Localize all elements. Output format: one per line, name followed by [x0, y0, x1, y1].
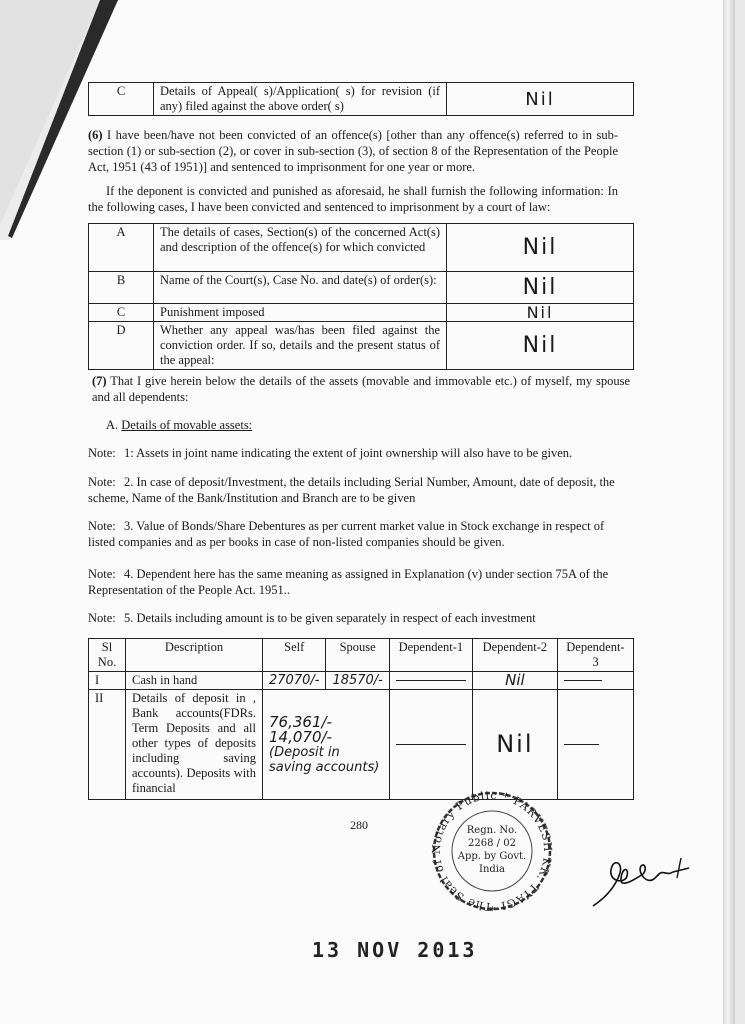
- seal-line-3: App. by Govt.: [457, 851, 527, 862]
- table-row: [89, 83, 634, 116]
- paragraph-6-text: I have been/have not been convicted of an offence(s) [other than any offence(s) referred to in sub-section (1) or sub-section (2), or cover in sub-section (3), of section 8 of the Representation of the People Act, 1951 (43 of 1951)] and sentenced to imprisonment for one year or more.: [88, 128, 619, 174]
- paragraph-6-number: (6): [88, 128, 103, 142]
- seal-line-4: India: [479, 864, 505, 875]
- note-5: [88, 610, 628, 626]
- row-label: A: [89, 224, 154, 272]
- cell-dependent-3: [557, 672, 633, 690]
- paragraph-7-text: That I give herein below the details of the assets (movable and immovable etc.) of myself, my spouse and all dependents:: [92, 374, 630, 404]
- column-header: Dependent-2: [472, 639, 557, 672]
- note-1: [88, 445, 628, 461]
- page-number: 280: [350, 818, 368, 832]
- table-header-row: [89, 639, 634, 672]
- column-header: Sl No.: [89, 639, 126, 672]
- cell-dependent-1: [389, 672, 472, 690]
- cell-description: Details of deposit in , Bank accounts(FDRs. Term Deposits and all other types of deposits including saving accounts). Deposits with financial: [126, 690, 263, 800]
- note-label: Note:: [88, 567, 116, 581]
- notary-seal: [425, 785, 560, 915]
- row-description: The details of cases, Section(s) of the concerned Act(s) and description of the offence(s) for which convicted: [154, 224, 447, 272]
- table-row: [89, 224, 634, 272]
- appeal-table: [88, 82, 634, 116]
- cell-dependent-3: [557, 690, 633, 800]
- cell-self-spouse: [263, 690, 390, 800]
- table-row: [89, 322, 634, 370]
- note-text: 4. Dependent here has the same meaning as assigned in Explanation (v) under section 75A of the Representation of the People Act. 1951..: [88, 567, 609, 597]
- row-label: D: [89, 322, 154, 370]
- row-description: Whether any appeal was/has been filed against the conviction order. If so, details and the present status of the appeal:: [154, 322, 447, 370]
- date-stamp: 13 NOV 2013: [312, 938, 478, 962]
- self-spouse-amounts: [269, 712, 383, 746]
- handwritten-signature: [585, 848, 700, 918]
- section-a-heading: [106, 417, 252, 433]
- column-header: Description: [126, 639, 263, 672]
- table-row: [89, 304, 634, 322]
- table-row: [89, 272, 634, 304]
- row-description: Name of the Court(s), Case No. and date(s) of order(s):: [154, 272, 447, 304]
- movable-assets-table: [88, 638, 634, 800]
- seal-line-2: 2268 / 02: [468, 838, 516, 849]
- table-row: [89, 672, 634, 690]
- row-label: C: [89, 83, 154, 116]
- paragraph-7: [92, 373, 630, 405]
- section-a-title: Details of movable assets:: [121, 418, 253, 432]
- note-label: Note:: [88, 446, 116, 460]
- note-3: [88, 518, 628, 550]
- seal-line-1: Regn. No.: [466, 825, 518, 836]
- cell-spouse-value: 14,070/-: [269, 727, 332, 746]
- paragraph-6: [88, 127, 618, 175]
- column-header: Dependent-3: [557, 639, 633, 672]
- seal-outer-text: The Seal of Notary Public * PARVESH KR. TYAGI *: [429, 788, 555, 914]
- note-label: Note:: [88, 519, 116, 533]
- note-4: [88, 566, 628, 598]
- cell-self: 27070/-: [263, 672, 326, 690]
- note-label: Note:: [88, 475, 116, 489]
- column-header: Spouse: [326, 639, 389, 672]
- row-label: B: [89, 272, 154, 304]
- cell-sl: II: [89, 690, 126, 800]
- row-value: Nil: [447, 304, 634, 322]
- row-value: Nil: [447, 272, 634, 304]
- column-header: Self: [263, 639, 326, 672]
- cell-sl: I: [89, 672, 126, 690]
- section-a-letter: A.: [106, 418, 119, 432]
- note-text: 5. Details including amount is to be given separately in respect of each investment: [124, 611, 536, 625]
- note-text: 2. In case of deposit/Investment, the details including Serial Number, Amount, date of deposit, the scheme, Name of the Bank/Institution and Branch are to be given: [88, 475, 615, 505]
- note-text: 3. Value of Bonds/Share Debentures as per current market value in Stock exchange in respect of listed companies and as per books in case of non-listed companies should be given.: [88, 519, 605, 549]
- cell-description: Cash in hand: [126, 672, 263, 690]
- conviction-table: [88, 223, 634, 370]
- deposit-note: (Deposit in saving accounts): [269, 744, 380, 775]
- page-edge-shadow: [723, 0, 735, 1024]
- column-header: Dependent-1: [389, 639, 472, 672]
- paragraph-7-number: (7): [92, 374, 107, 388]
- row-value: Nil: [447, 224, 634, 272]
- cell-dependent-2: Nil: [472, 690, 557, 800]
- note-text: 1: Assets in joint name indicating the extent of joint ownership will also have to be given.: [124, 446, 573, 460]
- cell-dependent-1: [389, 690, 472, 800]
- deponent-paragraph: If the deponent is convicted and punished as aforesaid, he shall furnish the following information: In the following cases, I have been convicted and sentenced to imprisonment by a court of law:: [88, 184, 618, 214]
- row-value: Nil: [447, 83, 634, 116]
- row-label: C: [89, 304, 154, 322]
- table-row: [89, 690, 634, 800]
- note-2: [88, 474, 628, 506]
- note-label: Note:: [88, 611, 116, 625]
- row-description: Punishment imposed: [154, 304, 447, 322]
- cell-spouse: 18570/-: [326, 672, 389, 690]
- row-description: Details of Appeal( s)/Application( s) for revision (if any) filed against the above order( s): [154, 83, 447, 116]
- cell-self-value: 76,361/-: [269, 712, 332, 731]
- row-value: Nil: [447, 322, 634, 370]
- cell-dependent-2: Nil: [472, 672, 557, 690]
